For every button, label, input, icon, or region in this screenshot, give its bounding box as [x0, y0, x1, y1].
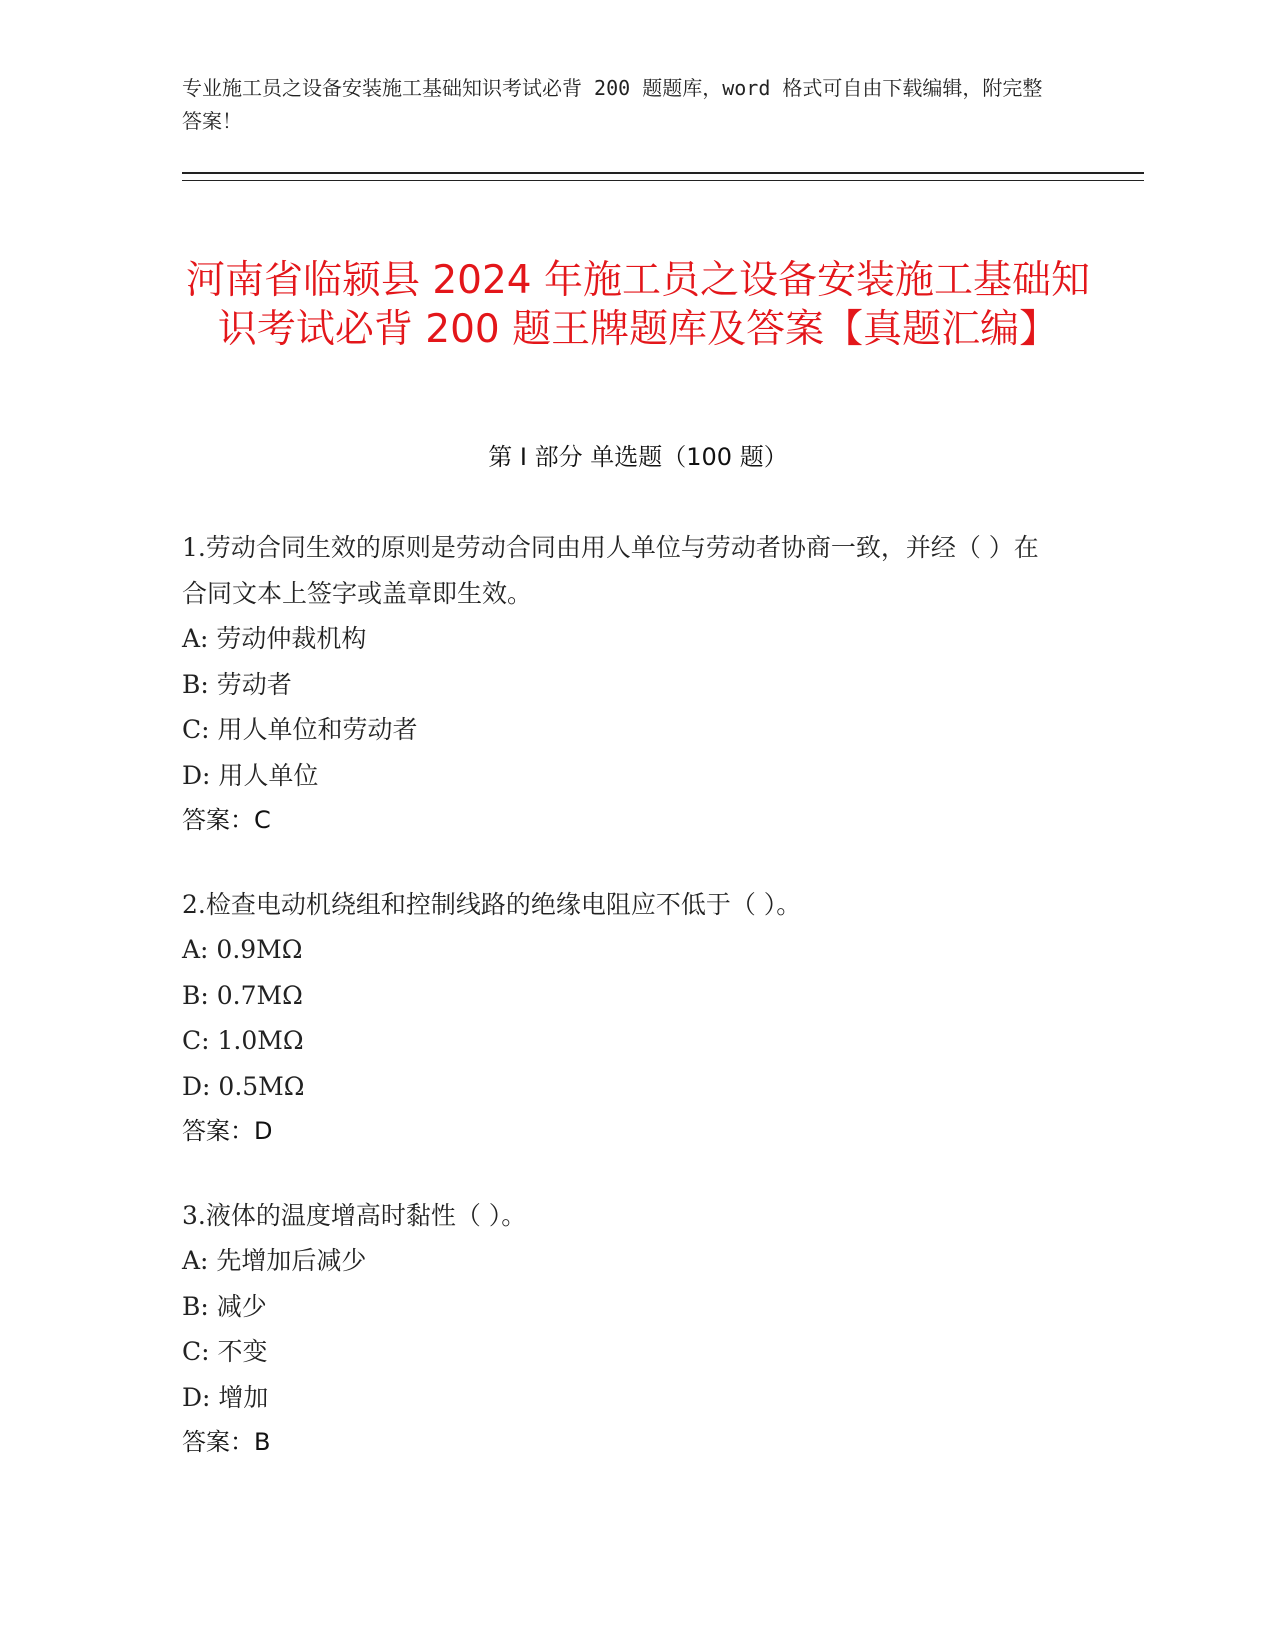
header-rule-thin — [182, 180, 1144, 181]
answer: 答案：B — [182, 1428, 271, 1456]
option-a: A: 先增加后减少 — [182, 1246, 367, 1275]
header-note: 专业施工员之设备安装施工基础知识考试必背 200 题题库，word 格式可自由下载编辑，附完整答案！ — [182, 76, 1043, 133]
answer: 答案：C — [182, 806, 271, 834]
option-d: D: 0.5MΩ — [182, 1071, 305, 1101]
question-3 — [182, 1193, 1062, 1466]
answer: 答案：D — [182, 1117, 273, 1145]
header-rule-thick — [182, 172, 1144, 174]
option-b: B: 减少 — [182, 1291, 267, 1321]
question-2 — [182, 882, 1062, 1155]
question-list — [182, 525, 1062, 1504]
option-d: D: 用人单位 — [182, 760, 319, 790]
option-c: C: 1.0MΩ — [182, 1026, 304, 1055]
option-c: C: 用人单位和劳动者 — [182, 715, 418, 744]
question-1 — [182, 525, 1062, 844]
option-a: A: 0.9MΩ — [182, 935, 303, 964]
document-title: 河南省临颍县 2024 年施工员之设备安装施工基础知识考试必背 200 题王牌题库及答案【真题汇编】 — [185, 258, 1091, 353]
question-text: 3.液体的温度增高时黏性（ ）。 — [182, 1200, 527, 1230]
question-text: 2.检查电动机绕组和控制线路的绝缘电阻应不低于（ ）。 — [182, 889, 802, 919]
option-a: A: 劳动仲裁机构 — [182, 624, 367, 653]
section-heading: 第 I 部分 单选题（100 题） — [488, 443, 788, 471]
option-b: B: 劳动者 — [182, 669, 292, 699]
option-b: B: 0.7MΩ — [182, 980, 303, 1010]
option-c: C: 不变 — [182, 1337, 268, 1366]
question-text: 1.劳动合同生效的原则是劳动合同由用人单位与劳动者协商一致，并经（ ）在合同文本上签字或盖章即生效。 — [182, 533, 1039, 608]
option-d: D: 增加 — [182, 1382, 269, 1412]
